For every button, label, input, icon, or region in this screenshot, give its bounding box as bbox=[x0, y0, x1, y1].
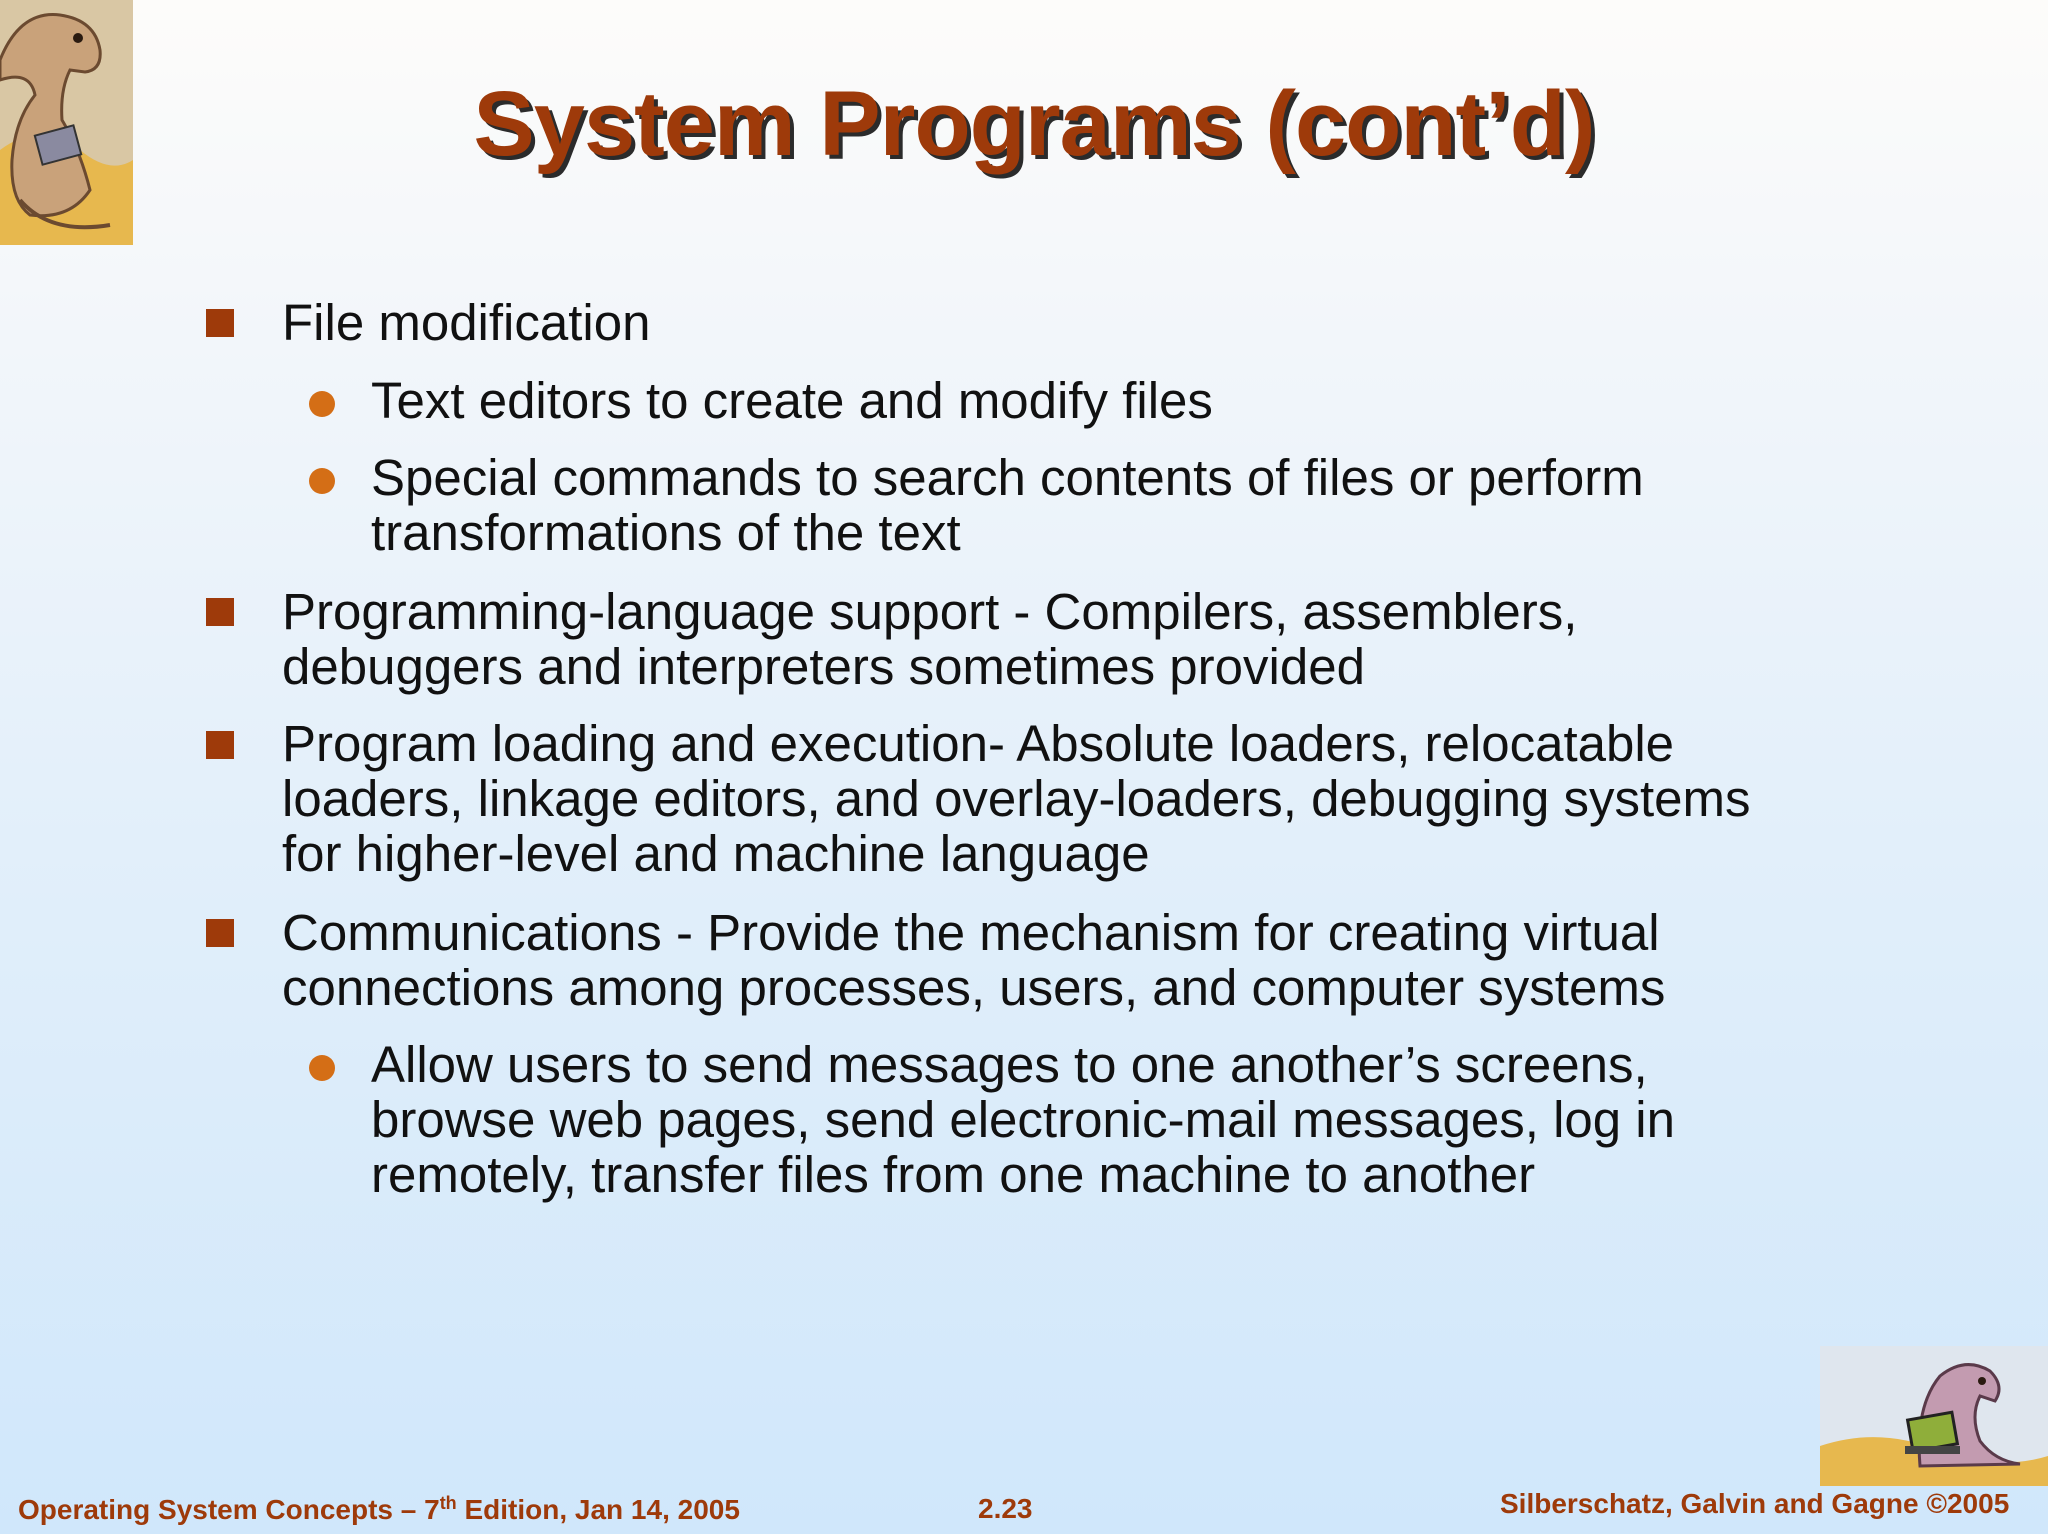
slide-title: System Programs (cont’d) bbox=[473, 73, 1595, 175]
footer-book-suffix: Edition, Jan 14, 2005 bbox=[456, 1494, 740, 1525]
bullet-item-programming-language-support: Programming-language support - Compilers, assemblers, debuggers and interpreters sometimes provided bbox=[282, 583, 1578, 695]
square-bullet-marker bbox=[206, 309, 234, 337]
sub-bullet-special-commands: Special commands to search contents of files or perform transformations of the text bbox=[371, 449, 1644, 561]
dinosaur-laptop-illustration bbox=[1820, 1346, 2048, 1486]
footer-copyright: Silberschatz, Galvin and Gagne ©2005 bbox=[1500, 1488, 2010, 1519]
footer-book-sup: th bbox=[439, 1493, 457, 1513]
footer-page-number: 2.23 bbox=[978, 1493, 1033, 1524]
round-bullet-marker bbox=[309, 391, 335, 417]
bullet-item-communications: Communications - Provide the mechanism for creating virtual connections among processes, users, and computer systems bbox=[282, 904, 1666, 1016]
sub-bullet-text-editors: Text editors to create and modify files bbox=[371, 372, 1213, 429]
footer-book-prefix: Operating System Concepts – 7 bbox=[18, 1494, 440, 1525]
square-bullet-marker bbox=[206, 919, 234, 947]
bullet-item-file-modification: File modification bbox=[282, 294, 651, 351]
footer-book-title bbox=[18, 1493, 740, 1526]
round-bullet-marker bbox=[309, 1055, 335, 1081]
round-bullet-marker bbox=[309, 468, 335, 494]
sub-bullet-allow-users: Allow users to send messages to one another’s screens, browse web pages, send electronic-mail messages, log in remotely, transfer files from one machine to another bbox=[371, 1036, 1675, 1203]
square-bullet-marker bbox=[206, 731, 234, 759]
square-bullet-marker bbox=[206, 598, 234, 626]
bullet-item-program-loading: Program loading and execution- Absolute loaders, relocatable loaders, linkage editors, and overlay-loaders, debugging systems for higher-level and machine language bbox=[282, 715, 1751, 882]
